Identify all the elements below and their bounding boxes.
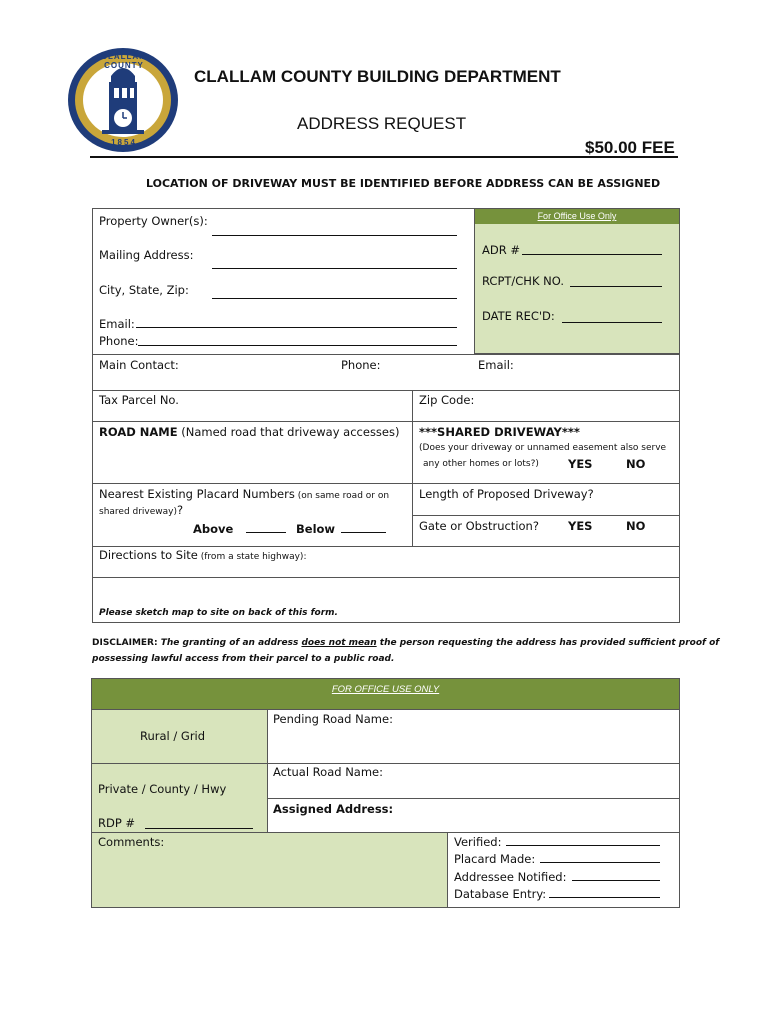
shared-yes-option[interactable]: YES [568, 457, 593, 471]
contact-email-label: Email: [478, 358, 514, 372]
right-column-divider [412, 390, 413, 546]
placard-label-small: (on same road or on [294, 491, 390, 501]
disclaimer-text-1: The granting of an address [157, 638, 302, 648]
phone-label: Phone: [99, 334, 139, 348]
placard-made-label: Placard Made: [454, 852, 536, 866]
placard-qmark: ? [177, 503, 184, 517]
city-state-zip-field[interactable] [212, 298, 457, 299]
disclaimer-line-1 [92, 638, 719, 648]
header-rule [90, 156, 678, 158]
office-vertical-divider [267, 709, 268, 832]
driveway-length-label: Length of Proposed Driveway? [419, 487, 594, 501]
road-name-bold: ROAD NAME [99, 425, 178, 439]
gate-yes-option[interactable]: YES [568, 519, 593, 533]
adr-field[interactable] [522, 254, 662, 255]
database-entry-field[interactable] [549, 897, 660, 898]
comments-label: Comments: [98, 835, 165, 849]
rcpt-field[interactable] [570, 286, 662, 287]
road-row-divider [92, 421, 680, 422]
contact-phone-label: Phone: [341, 358, 381, 372]
email-field[interactable] [136, 327, 457, 328]
rcpt-label: RCPT/CHK NO. [482, 274, 564, 288]
mailing-address-label: Mailing Address: [99, 248, 194, 262]
email-label: Email: [99, 317, 135, 331]
shared-driveway-question-2: any other homes or lots?) [423, 459, 539, 469]
directions-label [99, 548, 306, 562]
road-name-label [99, 425, 399, 439]
private-county-hwy-option[interactable]: Private / County / Hwy [98, 782, 227, 796]
below-field[interactable] [341, 532, 386, 533]
placard-row-divider [92, 483, 680, 484]
pending-road-label: Pending Road Name: [273, 712, 393, 726]
disclaimer-text-2: the person requesting the address has provided sufficient proof of [376, 638, 720, 648]
directions-label-main: Directions to Site [99, 548, 198, 562]
rdp-field[interactable] [145, 828, 253, 829]
database-entry-label: Database Entry: [454, 887, 547, 901]
above-field[interactable] [246, 532, 286, 533]
rdp-label: RDP # [98, 816, 136, 830]
gate-row-divider [412, 515, 680, 516]
department-title: CLALLAM COUNTY BUILDING DEPARTMENT [194, 67, 561, 86]
seal-year: 1854 [111, 138, 137, 147]
property-owner-label: Property Owner(s): [99, 214, 208, 228]
adr-label: ADR # [482, 243, 521, 257]
date-recd-label: DATE REC'D: [482, 309, 555, 323]
addressee-notified-field[interactable] [572, 880, 660, 881]
placard-label [99, 487, 389, 501]
seal-text-top: CLALLAM COUNTY [101, 52, 147, 70]
disclaimer-label: DISCLAIMER: [92, 638, 158, 648]
mailing-address-field[interactable] [212, 268, 457, 269]
gate-obstruction-label: Gate or Obstruction? [419, 519, 539, 533]
actual-road-label: Actual Road Name: [273, 765, 383, 779]
fee-label: $50.00 FEE [585, 138, 675, 157]
main-contact-label: Main Contact: [99, 358, 179, 372]
disclaimer-underlined: does not mean [301, 638, 377, 648]
directions-label-small: (from a state highway): [197, 552, 307, 562]
date-recd-field[interactable] [562, 322, 662, 323]
shared-no-option[interactable]: NO [626, 457, 646, 471]
placard-made-field[interactable] [540, 862, 660, 863]
placard-label-small2: shared driveway) [99, 507, 178, 517]
placard-label-line2 [99, 503, 183, 517]
disclaimer-line-2: possessing lawful access from their parcel to a public road. [92, 654, 395, 664]
parcel-row-divider [92, 390, 680, 391]
directions-bottom [92, 622, 680, 623]
assigned-address-label: Assigned Address: [273, 802, 394, 816]
city-state-zip-label: City, State, Zip: [99, 283, 189, 297]
gate-no-option[interactable]: NO [626, 519, 646, 533]
road-name-desc: (Named road that driveway accesses) [177, 425, 400, 439]
office-use-title: For Office Use Only [537, 211, 617, 221]
contact-row-divider [92, 354, 680, 355]
verified-label: Verified: [454, 835, 502, 849]
directions-row-divider [92, 546, 680, 547]
office-row-divider-2 [267, 798, 680, 799]
office-row-divider-1 [92, 763, 680, 764]
rural-grid-option[interactable]: Rural / Grid [140, 729, 206, 743]
above-label: Above [193, 522, 234, 536]
directions-left-edge [92, 546, 93, 622]
tax-parcel-label: Tax Parcel No. [99, 393, 179, 407]
verified-field[interactable] [506, 845, 660, 846]
placard-label-main: Nearest Existing Placard Numbers [99, 487, 295, 501]
phone-field[interactable] [138, 345, 457, 346]
office-section-title: FOR OFFICE USE ONLY [331, 684, 440, 695]
office-header-bottom [92, 709, 680, 710]
driveway-notice: LOCATION OF DRIVEWAY MUST BE IDENTIFIED BEFORE ADDRESS CAN BE ASSIGNED [146, 177, 661, 190]
directions-right-edge [679, 546, 680, 622]
property-owner-field[interactable] [212, 235, 457, 236]
shared-driveway-question-1: (Does your driveway or unnamed easement also serve [419, 443, 667, 453]
shared-driveway-title: ***SHARED DRIVEWAY*** [419, 425, 580, 439]
addressee-notified-label: Addressee Notified: [454, 870, 567, 884]
below-label: Below [296, 522, 336, 536]
zip-code-label: Zip Code: [419, 393, 475, 407]
form-title: ADDRESS REQUEST [297, 114, 467, 133]
sketch-note: Please sketch map to site on back of this form. [99, 608, 338, 618]
